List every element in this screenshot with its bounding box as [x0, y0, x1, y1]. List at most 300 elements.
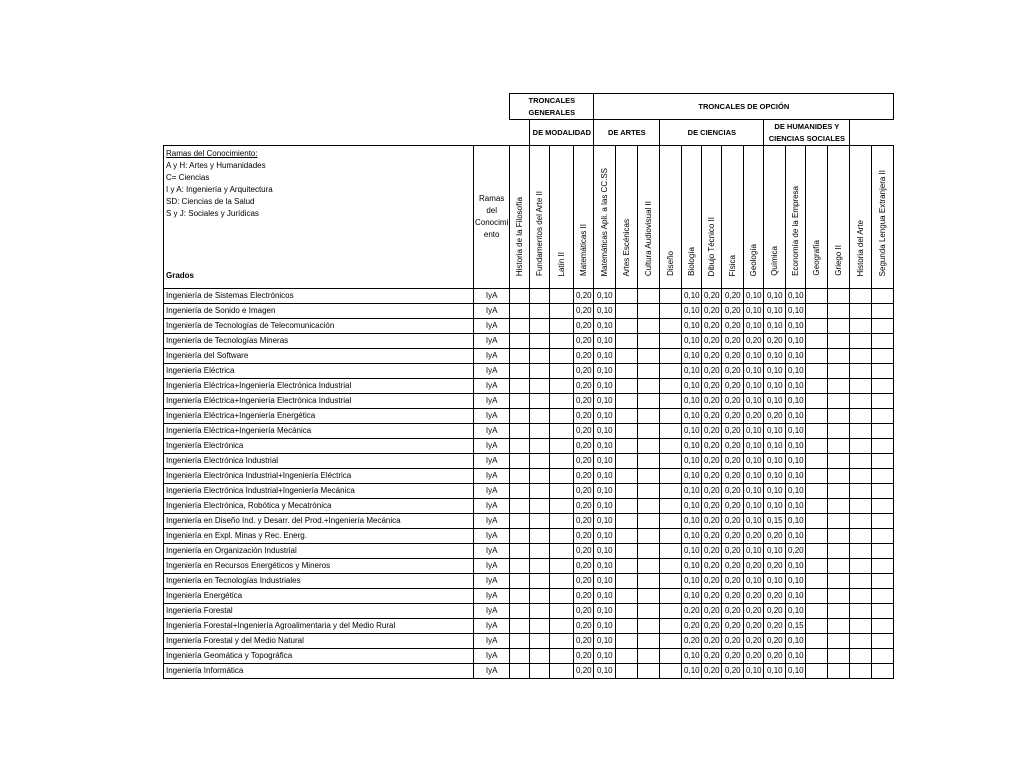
weight-cell: 0,10: [594, 304, 616, 319]
legend-title: Ramas del Conocimiento:: [166, 149, 258, 158]
weight-cell: [550, 664, 574, 679]
weight-cell: [660, 604, 682, 619]
weight-cell: [828, 319, 850, 334]
table-row: [164, 424, 894, 439]
weight-cell: [638, 559, 660, 574]
weight-cell: [850, 649, 872, 664]
weight-cell: [510, 304, 530, 319]
weight-cell: 0,20: [702, 529, 722, 544]
grados-label: Grados: [166, 271, 195, 280]
weight-cell: 0,20: [574, 439, 594, 454]
weight-cell: 0,10: [682, 304, 702, 319]
weight-cell: 0,20: [682, 634, 702, 649]
weight-cell: [550, 544, 574, 559]
de-artes-header: DE ARTES: [594, 120, 660, 146]
weight-cell: [550, 409, 574, 424]
weight-cell: 0,10: [786, 649, 806, 664]
degree-name: Ingeniería Forestal+Ingeniería Agroalimentaria y del Medio Rural: [164, 619, 474, 634]
rama-cell: IyA: [474, 469, 510, 484]
weight-cell: [510, 424, 530, 439]
weight-cell: 0,10: [744, 439, 764, 454]
weight-cell: 0,10: [744, 349, 764, 364]
weight-cell: 0,20: [702, 484, 722, 499]
rama-cell: IyA: [474, 589, 510, 604]
degree-name: Ingeniería Electrónica: [164, 439, 474, 454]
weight-cell: [550, 649, 574, 664]
table-row: [164, 664, 894, 679]
weight-cell: 0,20: [574, 364, 594, 379]
weight-cell: [872, 634, 894, 649]
subject-label: Geología: [748, 243, 758, 276]
weight-cell: 0,20: [722, 514, 744, 529]
weight-cell: 0,10: [594, 544, 616, 559]
table-row: [164, 529, 894, 544]
weight-cell: [828, 379, 850, 394]
weight-cell: [550, 499, 574, 514]
weight-cell: [530, 634, 550, 649]
weight-cell: 0,20: [764, 334, 786, 349]
weight-cell: [530, 289, 550, 304]
weight-cell: [616, 604, 638, 619]
degree-name: Ingeniería Eléctrica+Ingeniería Electrónica Industrial: [164, 379, 474, 394]
de-humanidades-header: DE HUMANIDES Y CIENCIAS SOCIALES: [764, 120, 850, 146]
weight-cell: 0,20: [574, 649, 594, 664]
weight-cell: 0,10: [786, 514, 806, 529]
subject-header: [594, 146, 616, 289]
weight-cell: 0,10: [682, 379, 702, 394]
weight-cell: [872, 439, 894, 454]
weight-cell: [872, 604, 894, 619]
weight-cell: [828, 364, 850, 379]
weight-cell: [638, 649, 660, 664]
weight-cell: [530, 529, 550, 544]
weight-cell: 0,20: [744, 619, 764, 634]
weight-cell: 0,10: [594, 454, 616, 469]
subject-label: Artes Escénicas: [621, 218, 631, 276]
weight-cell: [806, 664, 828, 679]
weight-cell: 0,20: [574, 469, 594, 484]
weight-cell: [850, 664, 872, 679]
de-ciencias-header: DE CIENCIAS: [660, 120, 764, 146]
weight-cell: 0,10: [764, 364, 786, 379]
weight-cell: 0,10: [786, 394, 806, 409]
weight-cell: [660, 349, 682, 364]
weight-cell: 0,20: [702, 304, 722, 319]
weight-cell: [850, 499, 872, 514]
weight-cell: 0,20: [722, 664, 744, 679]
weight-cell: 0,20: [574, 349, 594, 364]
weight-cell: 0,20: [574, 499, 594, 514]
weight-cell: [872, 649, 894, 664]
degree-name: Ingeniería Geomática y Topográfica: [164, 649, 474, 664]
weight-cell: [550, 619, 574, 634]
weight-cell: [806, 439, 828, 454]
header-row-1: [164, 94, 894, 120]
weight-cell: 0,10: [594, 394, 616, 409]
weight-cell: 0,10: [764, 574, 786, 589]
weight-cell: 0,10: [786, 409, 806, 424]
weight-cell: [806, 289, 828, 304]
weight-cell: 0,20: [722, 289, 744, 304]
weight-cell: 0,20: [744, 334, 764, 349]
table-row: [164, 544, 894, 559]
table-row: [164, 334, 894, 349]
weight-cell: [550, 604, 574, 619]
weight-cell: [638, 544, 660, 559]
rama-cell: IyA: [474, 574, 510, 589]
table-row: [164, 469, 894, 484]
weight-cell: [872, 319, 894, 334]
degree-name: Ingeniería en Expl. Minas y Rec. Energ.: [164, 529, 474, 544]
weight-cell: 0,20: [702, 619, 722, 634]
weight-cell: [550, 364, 574, 379]
weight-cell: [872, 304, 894, 319]
weight-cell: 0,15: [764, 514, 786, 529]
weight-cell: 0,20: [702, 544, 722, 559]
weights-table: [163, 93, 894, 679]
weight-cell: [806, 334, 828, 349]
weight-cell: 0,20: [702, 664, 722, 679]
weight-cell: 0,10: [786, 634, 806, 649]
weight-cell: [550, 334, 574, 349]
subject-header: [616, 146, 638, 289]
weight-cell: [660, 454, 682, 469]
weight-cell: [660, 559, 682, 574]
weight-cell: [806, 589, 828, 604]
weight-cell: [510, 634, 530, 649]
weight-cell: [530, 484, 550, 499]
weight-cell: 0,20: [786, 544, 806, 559]
weight-cell: [660, 634, 682, 649]
weight-cell: 0,10: [786, 604, 806, 619]
weight-cell: [850, 604, 872, 619]
weight-cell: 0,10: [786, 289, 806, 304]
table-row: [164, 379, 894, 394]
weight-cell: 0,10: [764, 544, 786, 559]
weight-cell: 0,10: [764, 664, 786, 679]
weight-cell: [530, 649, 550, 664]
weight-cell: 0,20: [744, 649, 764, 664]
weight-cell: [638, 619, 660, 634]
rama-cell: IyA: [474, 304, 510, 319]
weight-cell: 0,10: [744, 379, 764, 394]
weight-cell: [828, 574, 850, 589]
weight-cell: [850, 349, 872, 364]
weight-cell: 0,10: [786, 379, 806, 394]
weight-cell: 0,20: [702, 604, 722, 619]
weight-cell: 0,20: [764, 619, 786, 634]
weight-cell: 0,10: [744, 424, 764, 439]
weight-cell: [510, 604, 530, 619]
weight-cell: [638, 334, 660, 349]
weight-cell: [660, 439, 682, 454]
weight-cell: 0,20: [722, 334, 744, 349]
weight-cell: 0,20: [722, 634, 744, 649]
weight-cell: 0,10: [786, 439, 806, 454]
weight-cell: 0,20: [574, 514, 594, 529]
degree-name: Ingeniería Electrónica, Robótica y Mecatrónica: [164, 499, 474, 514]
weight-cell: 0,20: [702, 289, 722, 304]
subject-header: [806, 146, 828, 289]
weight-cell: [530, 394, 550, 409]
weight-cell: [550, 514, 574, 529]
weight-cell: 0,10: [682, 589, 702, 604]
weight-cell: [828, 409, 850, 424]
weight-cell: [850, 439, 872, 454]
degree-name: Ingeniería del Software: [164, 349, 474, 364]
weight-cell: 0,10: [744, 364, 764, 379]
subject-header: [744, 146, 764, 289]
weight-cell: [530, 334, 550, 349]
weight-cell: 0,10: [786, 424, 806, 439]
weight-cell: [638, 604, 660, 619]
rama-cell: IyA: [474, 349, 510, 364]
weight-cell: [850, 454, 872, 469]
table-row: [164, 649, 894, 664]
weight-cell: 0,10: [682, 424, 702, 439]
weight-cell: [616, 484, 638, 499]
weight-cell: 0,10: [744, 454, 764, 469]
weight-cell: [638, 529, 660, 544]
weight-cell: 0,20: [722, 304, 744, 319]
weight-cell: [510, 484, 530, 499]
weight-cell: 0,10: [744, 289, 764, 304]
weight-cell: 0,10: [764, 289, 786, 304]
weight-cell: [828, 499, 850, 514]
weight-cell: 0,20: [702, 559, 722, 574]
rama-cell: IyA: [474, 634, 510, 649]
weight-cell: 0,20: [722, 409, 744, 424]
subject-header: [702, 146, 722, 289]
weight-cell: [530, 664, 550, 679]
weight-cell: 0,10: [682, 319, 702, 334]
weight-cell: [616, 364, 638, 379]
weight-cell: 0,10: [682, 484, 702, 499]
weight-cell: 0,20: [764, 409, 786, 424]
weight-cell: [510, 409, 530, 424]
weight-cell: 0,20: [744, 559, 764, 574]
table-row: [164, 559, 894, 574]
weight-cell: [616, 409, 638, 424]
weight-cell: 0,10: [744, 499, 764, 514]
subject-header: [828, 146, 850, 289]
weight-cell: [550, 424, 574, 439]
ramas-column-header: Ramas del Conocimi ento: [474, 146, 510, 289]
weight-cell: [828, 544, 850, 559]
table-row: [164, 364, 894, 379]
rama-cell: IyA: [474, 544, 510, 559]
rama-cell: IyA: [474, 604, 510, 619]
degree-name: Ingeniería Eléctrica+Ingeniería Electrónica Industrial: [164, 394, 474, 409]
weight-cell: [638, 484, 660, 499]
weight-cell: [850, 559, 872, 574]
weight-cell: [616, 589, 638, 604]
weight-cell: [850, 544, 872, 559]
subject-label: Griego II: [833, 245, 843, 276]
weight-cell: [550, 559, 574, 574]
weight-cell: 0,10: [764, 349, 786, 364]
weight-cell: [510, 454, 530, 469]
legend-line: C= Ciencias: [166, 173, 210, 182]
weight-cell: 0,10: [594, 424, 616, 439]
weight-cell: 0,20: [574, 334, 594, 349]
weight-cell: 0,20: [574, 289, 594, 304]
weight-cell: [660, 289, 682, 304]
weight-cell: [638, 469, 660, 484]
weight-cell: 0,10: [682, 649, 702, 664]
weight-cell: [510, 289, 530, 304]
degree-name: Ingeniería Electrónica Industrial+Ingeniería Mecánica: [164, 484, 474, 499]
degree-name: Ingeniería de Tecnologías de Telecomunicación: [164, 319, 474, 334]
subject-header: [682, 146, 702, 289]
weight-cell: [806, 559, 828, 574]
degree-name: Ingeniería Forestal y del Medio Natural: [164, 634, 474, 649]
weight-cell: 0,10: [682, 289, 702, 304]
degree-name: Ingeniería Informática: [164, 664, 474, 679]
weight-cell: [872, 559, 894, 574]
rama-cell: IyA: [474, 394, 510, 409]
weight-cell: 0,20: [574, 454, 594, 469]
weight-cell: [872, 544, 894, 559]
weight-cell: 0,10: [682, 439, 702, 454]
weight-cell: [806, 364, 828, 379]
weight-cell: [828, 484, 850, 499]
weight-cell: [806, 424, 828, 439]
weight-cell: [828, 514, 850, 529]
legend-line: S y J: Sociales y Jurídicas: [166, 209, 259, 218]
rama-cell: IyA: [474, 289, 510, 304]
weight-cell: [828, 394, 850, 409]
degree-name: Ingeniería en Diseño Ind. y Desarr. del Prod.+Ingeniería Mecánica: [164, 514, 474, 529]
weight-cell: [806, 634, 828, 649]
weight-cell: 0,10: [682, 409, 702, 424]
weight-cell: 0,10: [786, 469, 806, 484]
weight-cell: 0,20: [574, 319, 594, 334]
weight-cell: [638, 289, 660, 304]
rama-cell: IyA: [474, 409, 510, 424]
weight-cell: [850, 589, 872, 604]
weight-cell: 0,20: [702, 574, 722, 589]
weight-cell: [616, 334, 638, 349]
de-modalidad-header: DE MODALIDAD: [530, 120, 594, 146]
weight-cell: 0,10: [682, 559, 702, 574]
subject-label: Economía de la Empresa: [790, 186, 800, 276]
weight-cell: [616, 394, 638, 409]
weight-cell: [510, 364, 530, 379]
weight-cell: 0,10: [682, 529, 702, 544]
subject-label: Historia de la Filosofía: [514, 196, 524, 276]
weight-cell: 0,20: [702, 514, 722, 529]
weight-cell: [828, 604, 850, 619]
weight-cell: [850, 304, 872, 319]
weight-cell: [616, 454, 638, 469]
weight-cell: 0,20: [744, 409, 764, 424]
weight-cell: 0,20: [574, 619, 594, 634]
subject-header: [872, 146, 894, 289]
weight-cell: 0,15: [786, 619, 806, 634]
weight-cell: [616, 289, 638, 304]
weight-cell: 0,10: [764, 319, 786, 334]
weight-cell: [550, 304, 574, 319]
weight-cell: [530, 514, 550, 529]
subject-header: [574, 146, 594, 289]
weight-cell: 0,20: [722, 529, 744, 544]
weight-cell: 0,10: [682, 574, 702, 589]
weight-cell: [806, 499, 828, 514]
rama-cell: IyA: [474, 379, 510, 394]
weight-cell: 0,10: [744, 319, 764, 334]
weight-cell: [530, 409, 550, 424]
weight-cell: 0,10: [786, 589, 806, 604]
rama-cell: IyA: [474, 454, 510, 469]
weight-cell: [660, 319, 682, 334]
weight-cell: 0,20: [722, 439, 744, 454]
weight-cell: 0,20: [722, 574, 744, 589]
rama-cell: IyA: [474, 424, 510, 439]
weight-cell: [638, 574, 660, 589]
table-row: [164, 349, 894, 364]
header-row-2: [164, 120, 894, 146]
degree-name: Ingeniería en Recursos Energéticos y Mineros: [164, 559, 474, 574]
weight-cell: [638, 499, 660, 514]
weight-cell: [660, 469, 682, 484]
weight-cell: [638, 349, 660, 364]
subject-label: Fundamentos del Arte II: [534, 191, 544, 276]
weight-cell: [850, 424, 872, 439]
weight-cell: [616, 319, 638, 334]
weight-cell: 0,10: [594, 334, 616, 349]
weight-cell: [850, 514, 872, 529]
weight-cell: [510, 334, 530, 349]
weight-cell: [872, 574, 894, 589]
weight-cell: [638, 409, 660, 424]
weight-cell: [872, 349, 894, 364]
weight-cell: [828, 289, 850, 304]
weight-cell: 0,20: [702, 424, 722, 439]
weight-cell: 0,20: [722, 559, 744, 574]
weight-cell: 0,20: [744, 634, 764, 649]
weight-cell: [850, 394, 872, 409]
weight-cell: [850, 319, 872, 334]
weight-cell: 0,10: [764, 394, 786, 409]
weight-cell: 0,20: [574, 394, 594, 409]
weight-cell: [806, 649, 828, 664]
weight-cell: 0,20: [722, 424, 744, 439]
weight-cell: 0,10: [786, 559, 806, 574]
weight-cell: [850, 469, 872, 484]
weight-cell: 0,20: [702, 409, 722, 424]
rama-cell: IyA: [474, 334, 510, 349]
weight-cell: 0,20: [722, 544, 744, 559]
weight-cell: 0,10: [786, 349, 806, 364]
weight-cell: [828, 529, 850, 544]
weight-cell: 0,20: [722, 499, 744, 514]
weight-cell: 0,10: [594, 379, 616, 394]
table-row: [164, 394, 894, 409]
weight-cell: 0,20: [682, 619, 702, 634]
table-row: [164, 484, 894, 499]
weight-cell: [510, 529, 530, 544]
weight-cell: 0,20: [574, 424, 594, 439]
weight-cell: [638, 454, 660, 469]
table-row: [164, 454, 894, 469]
weight-cell: [510, 649, 530, 664]
weight-cell: [872, 589, 894, 604]
weight-cell: [510, 499, 530, 514]
troncales-opcion-header: TRONCALES DE OPCIÓN: [594, 94, 894, 120]
weight-cell: [850, 334, 872, 349]
weight-cell: 0,20: [574, 544, 594, 559]
